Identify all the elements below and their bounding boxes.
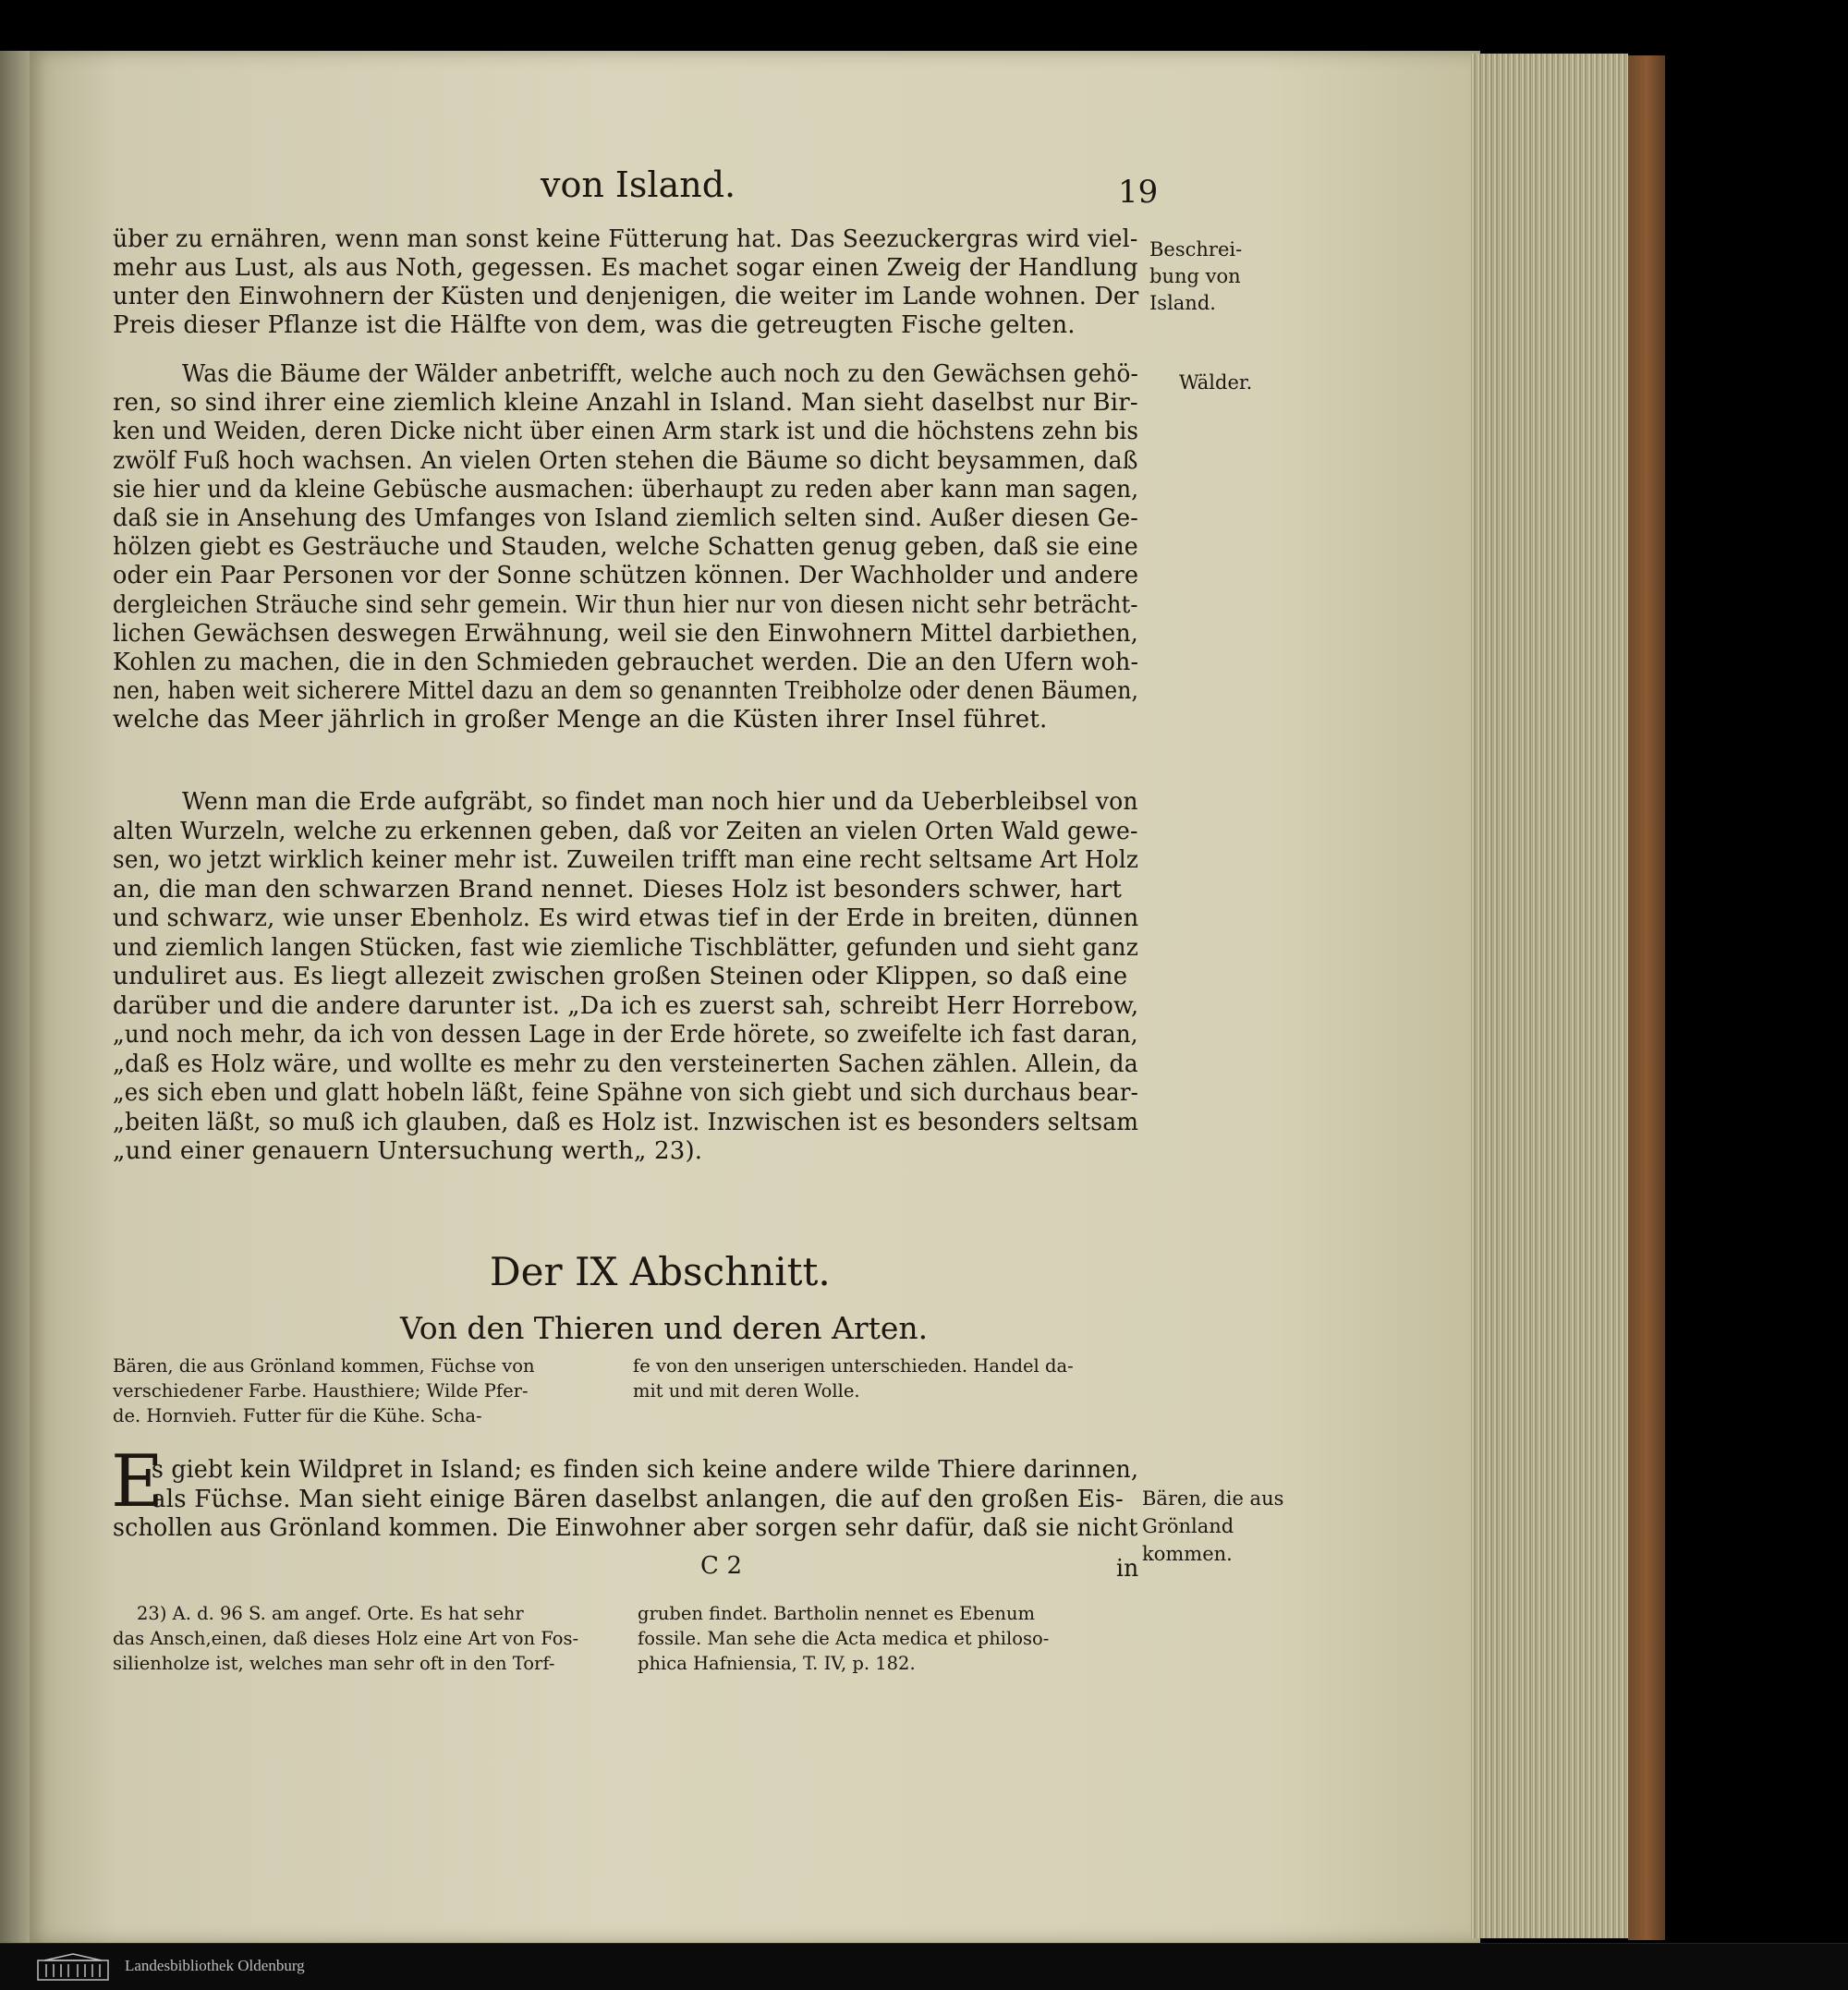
text-line: welche das Meer jährlich in großer Menge an die Küsten ihrer Insel führet.	[113, 706, 1048, 734]
footer-bar	[0, 1943, 1848, 1990]
text-line: „daß es Holz wäre, und wollte es mehr zu den versteinerten Sachen zählen. Allein, da	[113, 1050, 1138, 1078]
text-line: unduliret aus. Es liegt allezeit zwischen großen Steinen oder Klippen, so daß eine	[113, 963, 1128, 990]
text-line: und ziemlich langen Stücken, fast wie ziemliche Tischblätter, gefunden und sieht ganz	[113, 933, 1139, 962]
text-line: an, die man den schwarzen Brand nennet. Dieses Holz ist besonders schwer, hart	[113, 875, 1123, 904]
margin-note-baeren-1: Bären, die aus	[1142, 1487, 1284, 1510]
text-line: nen, haben weit sicherere Mittel dazu an dem so genannten Treibholze oder denen Bäumen,	[113, 677, 1139, 706]
summary-line: Bären, die aus Grönland kommen, Füchse von	[113, 1355, 535, 1377]
text-line: „und einer genauern Untersuchung werth„ 23).	[113, 1137, 703, 1165]
margin-note-beschreibung-1: Beschrei-	[1149, 238, 1243, 261]
section-title: Der IX Abschnitt.	[490, 1249, 831, 1294]
text-line: „beiten läßt, so muß ich glauben, daß es Holz ist. Inzwischen ist es besonders seltsam	[113, 1108, 1139, 1136]
text-line: s giebt kein Wildpret in Island; es finden sich keine andere wilde Thiere darinnen,	[152, 1456, 1139, 1484]
margin-note-beschreibung-2: bung von	[1149, 265, 1241, 287]
text-line: Preis dieser Pflanze ist die Hälfte von dem, was die getreugten Fische gelten.	[113, 311, 1076, 339]
summary-line: de. Hornvieh. Futter für die Kühe. Scha-	[113, 1405, 482, 1426]
catchword: in	[1116, 1555, 1139, 1583]
summary-line: verschiedener Farbe. Hausthiere; Wilde Pfer-	[113, 1380, 529, 1401]
text-line: sie hier und da kleine Gebüsche ausmachen: überhaupt zu reden aber kann man sagen,	[113, 475, 1139, 504]
margin-note-waelder: Wälder.	[1179, 371, 1253, 394]
text-line: oder ein Paar Personen vor der Sonne schützen können. Der Wachholder und andere	[113, 562, 1139, 590]
text-line: sen, wo jetzt wirklich keiner mehr ist. Zuweilen trifft man eine recht seltsame Art Holz	[113, 846, 1139, 874]
text-line: unter den Einwohnern der Küsten und denjenigen, die weiter im Lande wohnen. Der	[113, 283, 1139, 310]
text-line: ken und Weiden, deren Dicke nicht über einen Arm stark ist und die höchstens zehn bis	[113, 418, 1139, 446]
summary-line: fe von den unserigen unterschieden. Handel da-	[633, 1355, 1074, 1377]
text-line: hölzen giebt es Gesträuche und Stauden, welche Schatten genug geben, daß sie eine	[113, 533, 1138, 562]
text-line: mehr aus Lust, als aus Noth, gegessen. Es machet sogar einen Zweig der Handlung	[113, 254, 1138, 282]
page-block-edge	[1471, 54, 1628, 1938]
text-line: Was die Bäume der Wälder anbetrifft, welche auch noch zu den Gewächsen gehö-	[182, 360, 1139, 388]
text-line: „und noch mehr, da ich von dessen Lage in der Erde hörete, so zweifelte ich fast daran,	[113, 1021, 1138, 1049]
footnote-line: silienholze ist, welches man sehr oft in den Torf-	[113, 1653, 555, 1674]
text-line: schollen aus Grönland kommen. Die Einwohner aber sorgen sehr dafür, daß sie nicht	[113, 1514, 1138, 1542]
book-cover-edge	[1628, 55, 1665, 1940]
signature-mark: C 2	[700, 1552, 743, 1580]
text-line: daß sie in Ansehung des Umfanges von Island ziemlich selten sind. Außer diesen Ge-	[113, 504, 1139, 532]
text-line: alten Wurzeln, welche zu erkennen geben, daß vor Zeiten an vielen Orten Wald gewe-	[113, 817, 1138, 845]
library-name: Landesbibliothek Oldenburg	[125, 1957, 305, 1974]
section-subtitle: Von den Thieren und deren Arten.	[400, 1310, 929, 1346]
footnote-line: fossile. Man sehe die Acta medica et philoso-	[638, 1628, 1050, 1649]
running-header: von Island.	[541, 164, 736, 205]
footnote-line: gruben findet. Bartholin nennet es Ebenum	[638, 1603, 1036, 1624]
text-line: über zu ernähren, wenn man sonst keine Fütterung hat. Das Seezuckergras wird viel-	[113, 225, 1138, 253]
text-line: lichen Gewächsen deswegen Erwähnung, weil sie den Einwohnern Mittel darbiethen,	[113, 619, 1138, 648]
text-line: als Füchse. Man sieht einige Bären daselbst anlangen, die auf den großen Eis-	[152, 1485, 1124, 1513]
text-line: darüber und die andere darunter ist. „Da ich es zuerst sah, schreibt Herr Horrebow,	[113, 991, 1139, 1020]
library-logo-icon	[37, 1953, 109, 1981]
margin-note-baeren-2: Grönland	[1142, 1515, 1234, 1537]
left-page-edge	[0, 51, 31, 1943]
margin-note-beschreibung-3: Island.	[1149, 292, 1216, 314]
footnote-line: das Ansch,einen, daß dieses Holz eine Art von Fos-	[113, 1628, 579, 1649]
footnote-line: phica Hafniensia, T. IV, p. 182.	[638, 1653, 916, 1674]
margin-note-baeren-3: kommen.	[1142, 1543, 1233, 1565]
text-line: „es sich eben und glatt hobeln läßt, feine Spähne von sich giebt und sich durchaus bear-	[113, 1079, 1139, 1107]
text-line: Wenn man die Erde aufgräbt, so findet man noch hier und da Ueberbleibsel von	[182, 788, 1138, 816]
footnote-line: 23) A. d. 96 S. am angef. Orte. Es hat sehr	[137, 1603, 524, 1624]
text-line: dergleichen Sträuche sind sehr gemein. Wir thun hier nur von diesen nicht sehr beträcht-	[113, 590, 1138, 619]
page-number: 19	[1118, 174, 1159, 211]
text-line: und schwarz, wie unser Ebenholz. Es wird etwas tief in der Erde in breiten, dünnen	[113, 904, 1139, 932]
drop-initial: E	[111, 1440, 164, 1523]
text-line: ren, so sind ihrer eine ziemlich kleine Anzahl in Island. Man sieht daselbst nur Bir-	[113, 389, 1138, 418]
text-line: Kohlen zu machen, die in den Schmieden gebrauchet werden. Die an den Ufern woh-	[113, 649, 1139, 676]
summary-line: mit und mit deren Wolle.	[633, 1380, 860, 1401]
text-line: zwölf Fuß hoch wachsen. An vielen Orten stehen die Bäume so dicht beysammen, daß	[113, 446, 1138, 475]
